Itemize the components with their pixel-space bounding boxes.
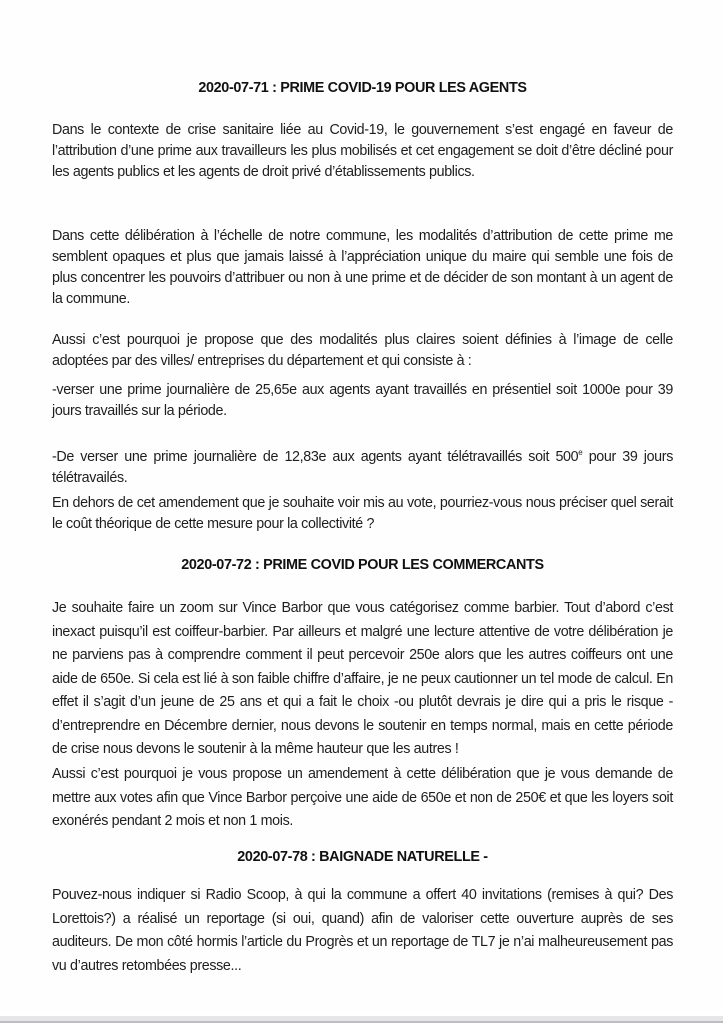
superscript-e: e bbox=[578, 448, 583, 457]
paragraph-amendement: Aussi c’est pourquoi je vous propose un amendement à cette délibération que je vous demande de mettre aux votes afin que Vince Barbor perçoive une aide de 650e et non de 250€ et que les loyers soit exonérés pendant 2 mois et non 1 mois. bbox=[52, 766, 673, 829]
paragraph-modalites: Dans cette délibération à l’échelle de notre commune, les modalités d’attribution de cette prime me semblent opaques et plus que jamais laissé à l’appréciation unique du maire qui semble une fois de plus concentrer les pouvoirs d’attribuer ou non à une prime et de décider de son montant à un agent de la commune. bbox=[52, 228, 673, 307]
paragraph-vince-barbor: Je souhaite faire un zoom sur Vince Barbor que vous catégorisez comme barbier. Tout d’abord c’est inexact puisqu’il est coiffeur-barbier. Par ailleurs et malgré une lecture attentive de votre délibération je ne parviens pas à comprendre comment il peut percevoir 250e alors que les autres coiffeurs ont une aide de 650e. Si cela est lié à son faible chiffre d’affaire, je ne peux cautionner un tel mode de calcul. En effet il s’agit d’un jeune de 25 ans et qui a fait le choix -ou plutôt devrais je dire qui a pris le risque - d’entreprendre en Décembre dernier, nous devons le soutenir en temps normal, mais en cette période de crise nous devons le soutenir à la même hauteur que les autres ! bbox=[52, 600, 673, 757]
section-heading-prime-covid-commercants: 2020-07-72 : PRIME COVID POUR LES COMMERCANTS bbox=[181, 557, 544, 573]
section-heading-prime-covid-agents: 2020-07-71 : PRIME COVID-19 POUR LES AGENTS bbox=[198, 80, 527, 96]
bottom-edge-bar bbox=[0, 1016, 723, 1023]
paragraph-cout-theorique: En dehors de cet amendement que je souhaite voir mis au vote, pourriez-vous nous préciser quel serait le coût théorique de cette mesure pour la collectivité ? bbox=[52, 495, 673, 532]
paragraph-prime-presentiel: -verser une prime journalière de 25,65e aux agents ayant travaillés en présentiel soit 1000e pour 39 jours travaillés sur la période. bbox=[52, 382, 673, 419]
paragraph-proposition: Aussi c’est pourquoi je propose que des modalités plus claires soient définies à l’image de celle adoptées par des villes/ entreprises du département et qui consiste à : bbox=[52, 332, 673, 369]
paragraph-prime-teletravail: -De verser une prime journalière de 12,83e aux agents ayant télétravaillés soit 500e pour 39 jours télétravailés. bbox=[52, 448, 673, 486]
paragraph-context: Dans le contexte de crise sanitaire liée au Covid-19, le gouvernement s’est engagé en faveur de l’attribution d’une prime aux travailleurs les plus mobilisés et cet engagement se doit d’être décliné pour les agents publics et les agents de droit privé d’établissements publics. bbox=[52, 122, 673, 180]
section-heading-baignade-naturelle: 2020-07-78 : BAIGNADE NATURELLE - bbox=[237, 849, 488, 865]
paragraph-radio-scoop: Pouvez-nous indiquer si Radio Scoop, à qui la commune a offert 40 invitations (remises à qui? Des Lorettois?) a réalisé un reportage (si oui, quand) afin de valoriser cette ouverture auprès de ses auditeurs. De mon côté hormis l’article du Progrès et un reportage de TL7 je n’ai malheureusement pas vu d’autres retombées presse... bbox=[52, 887, 673, 974]
